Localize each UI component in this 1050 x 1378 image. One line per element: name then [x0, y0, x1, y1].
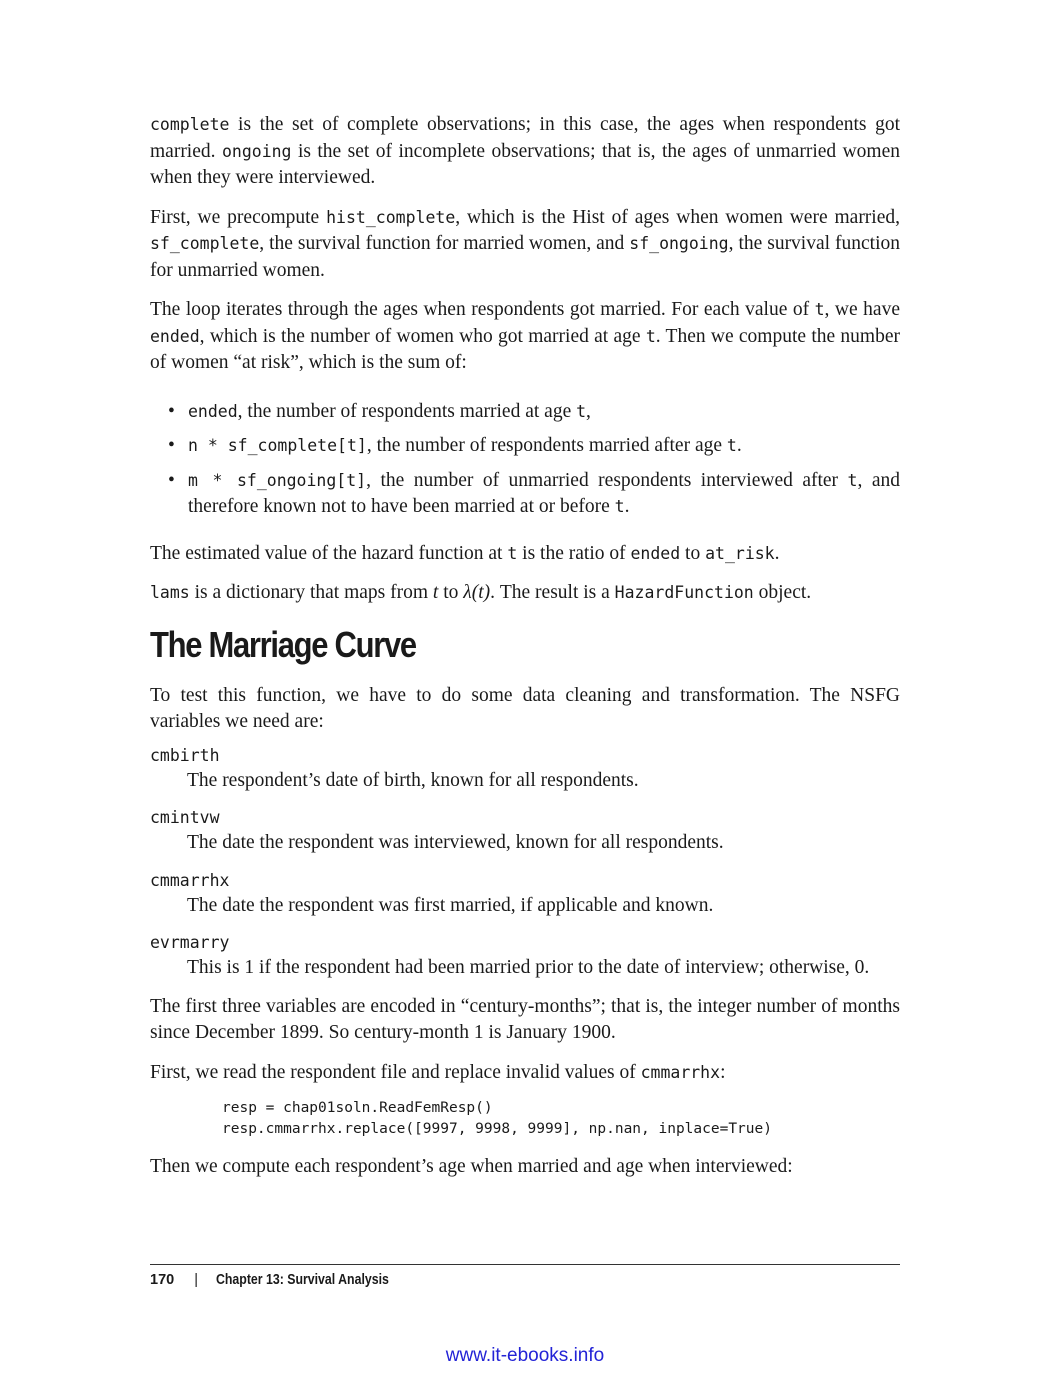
code-term: m * sf_ongoing[t] [188, 470, 367, 490]
variable-description: The respondent’s date of birth, known for all respondents. [187, 769, 639, 791]
paragraph-precompute: First, we precompute hist_complete, which is the Hist of ages when women were married, sf_complete, the survival function for married women, and sf_ongoing, the survival function for unmarried women. [150, 206, 900, 281]
paragraph-read-file: First, we read the respondent file and replace invalid values of cmmarrhx: [150, 1061, 726, 1083]
paragraph-century-months: The first three variables are encoded in “century-months”; that is, the integer number of months since December 1899. So century-month 1 is January 1900. [150, 995, 900, 1043]
list-item: • m * sf_ongoing[t], the number of unmarried respondents interviewed after t, and therefore known not to have been married at or before t. [168, 469, 900, 517]
list-item: • ended, the number of respondents married at age t, [168, 400, 591, 422]
code-term: cmmarrhx [640, 1062, 721, 1082]
code-term: t [507, 543, 518, 563]
variable-description: The date the respondent was interviewed, known for all respondents. [187, 832, 724, 853]
code-term: sf_ongoing [629, 234, 729, 253]
section-heading: The Marriage Curve [150, 623, 416, 665]
code-term: complete [150, 115, 230, 134]
page-footer [150, 1272, 419, 1288]
paragraph-complete-ongoing: complete is the set of complete observations; in this case, the ages when respondents got married. ongoing is the set of incomplete observations; that is, the ages of unmarried women when they were interviewed. [150, 114, 900, 188]
list-item: • n * sf_complete[t], the number of respondents married after age t. [168, 435, 742, 456]
variable-name: cmintvw [150, 808, 220, 827]
code-term: ended [150, 326, 200, 346]
paragraph-lams: lams is a dictionary that maps from t to λ(t). The result is a HazardFunction object. [150, 582, 812, 603]
code-line: resp.cmmarrhx.replace([9997, 9998, 9999], np.nan, inplace=True) [222, 1121, 772, 1137]
code-term: t [645, 326, 656, 346]
code-term: lams [150, 583, 190, 602]
page-body [150, 112, 900, 1194]
code-term: HazardFunction [614, 583, 754, 602]
chapter-title: Chapter 13: Survival Analysis [215, 1272, 389, 1288]
variable-description: This is 1 if the respondent had been married prior to the date of interview; otherwise, 0. [187, 957, 870, 978]
code-term: ended [630, 543, 681, 563]
code-term: at_risk [705, 543, 775, 563]
code-term: n * sf_complete[t] [188, 436, 367, 455]
code-term: t [726, 436, 737, 455]
code-term: ongoing [221, 141, 292, 161]
code-term: hist_complete [326, 207, 456, 227]
at-risk-list [150, 399, 900, 521]
code-term: t [847, 470, 858, 490]
variable-name: cmbirth [150, 745, 220, 765]
code-block [222, 1098, 900, 1140]
footer-divider [150, 1264, 900, 1265]
paragraph-loop: The loop iterates through the ages when respondents got married. For each value of t, we have ended, which is the number of women who got married at age t. Then we compute the number of women “at risk”, which is the sum of: [150, 299, 900, 373]
code-term: sf_complete [150, 234, 260, 253]
math-term: t [432, 582, 439, 603]
page-number: 170 [150, 1272, 175, 1288]
variable-name: evrmarry [150, 933, 230, 952]
code-term: t [576, 401, 587, 421]
variable-name: cmmarrhx [150, 870, 230, 890]
code-term: ended [188, 401, 238, 421]
code-term: t [814, 300, 825, 319]
footer-separator: | [194, 1272, 198, 1288]
paragraph-compute-ages: Then we compute each respondent’s age when married and age when interviewed: [150, 1156, 793, 1177]
math-term: λ(t) [463, 582, 491, 603]
code-term: t [614, 497, 625, 516]
paragraph-hazard-estimate: The estimated value of the hazard function at t is the ratio of ended to at_risk. [150, 542, 780, 564]
watermark-link[interactable]: www.it-ebooks.info [445, 1345, 605, 1366]
paragraph-intro: To test this function, we have to do some data cleaning and transformation. The NSFG variables we need are: [150, 684, 900, 732]
variable-list [150, 744, 900, 982]
variable-description: The date the respondent was first married, if applicable and known. [187, 894, 714, 916]
code-line: resp = chap01soln.ReadFemResp() [222, 1100, 493, 1116]
